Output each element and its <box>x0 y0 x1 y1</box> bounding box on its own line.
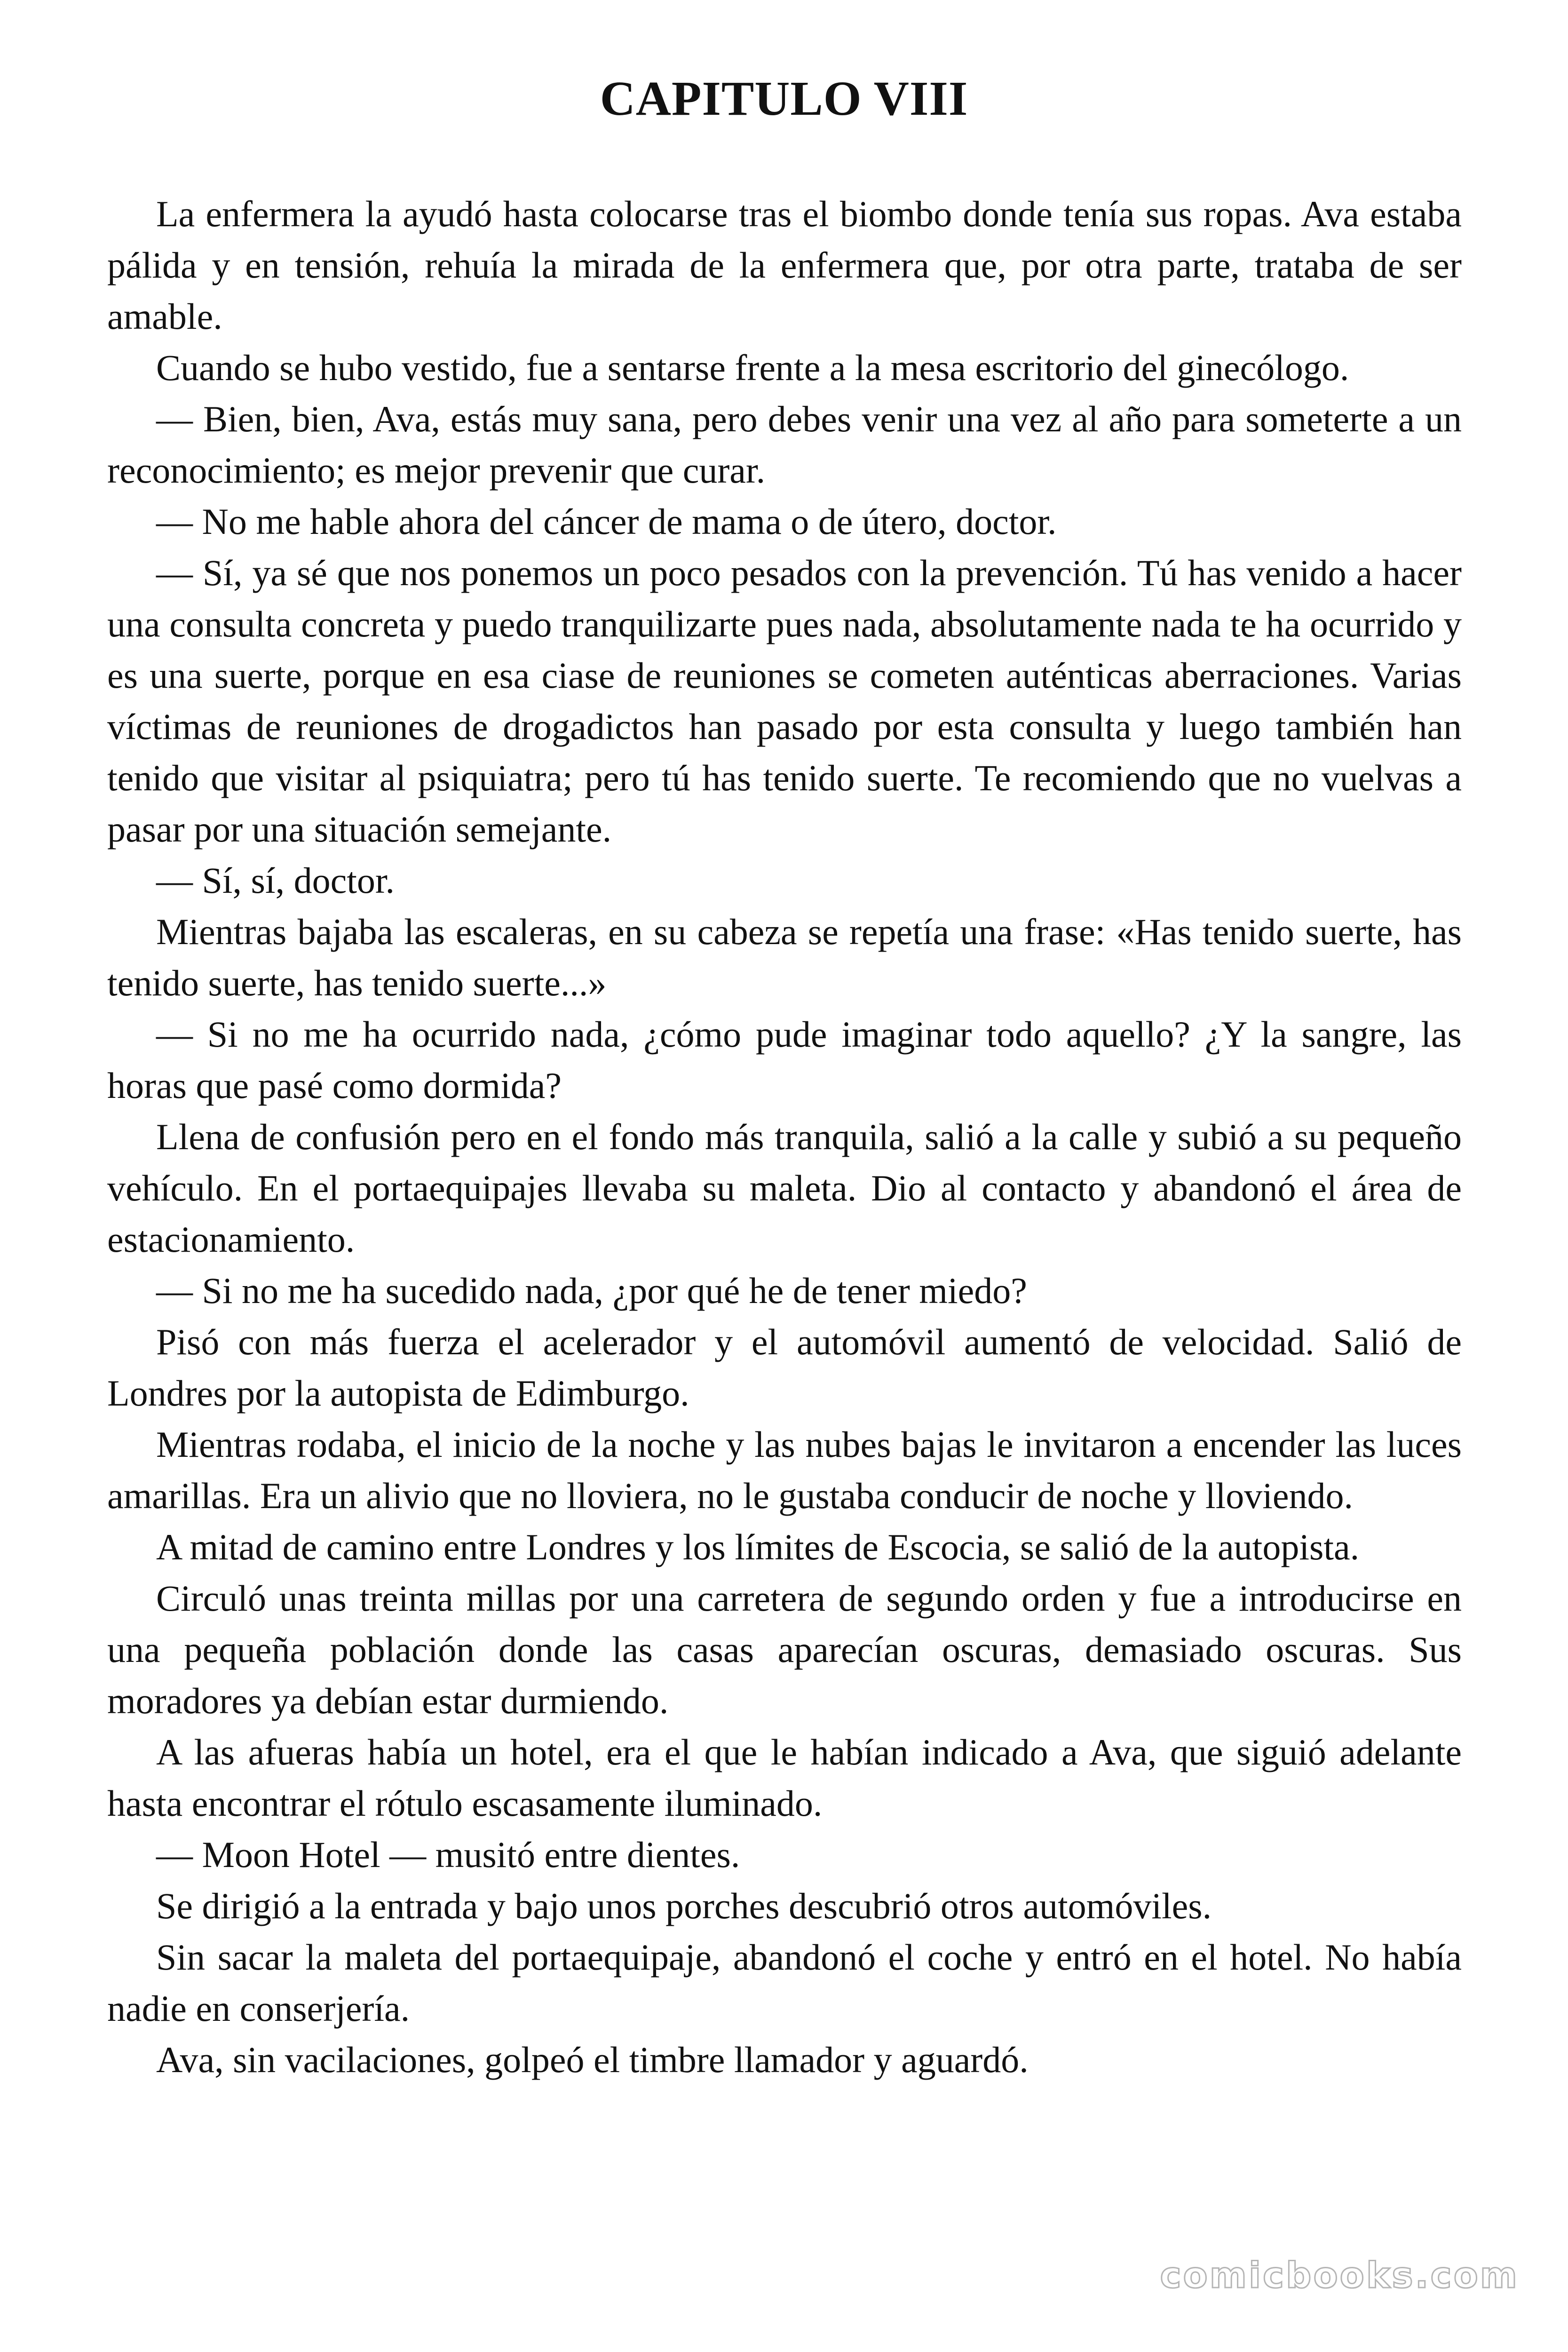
paragraph: A mitad de camino entre Londres y los límites de Escocia, se salió de la autopista. <box>156 1526 1360 1567</box>
chapter-body <box>107 188 1462 2085</box>
paragraph: Mientras bajaba las escaleras, en su cabeza se repetía una frase: «Has tenido suerte, has tenido suerte, has tenido suerte...» <box>107 911 1462 1003</box>
paragraph: Cuando se hubo vestido, fue a sentarse frente a la mesa escritorio del ginecólogo. <box>156 347 1349 388</box>
paragraph: Pisó con más fuerza el acelerador y el automóvil aumentó de velocidad. Salió de Londres por la autopista de Edimburgo. <box>107 1321 1462 1414</box>
paragraph: A las afueras había un hotel, era el que le habían indicado a Ava, que siguió adelante hasta encontrar el rótulo escasamente iluminado. <box>107 1732 1462 1824</box>
paragraph: Sin sacar la maleta del portaequipaje, abandonó el coche y entró en el hotel. No había nadie en conserjería. <box>107 1937 1462 2029</box>
paragraph: — No me hable ahora del cáncer de mama o de útero, doctor. <box>156 501 1057 542</box>
paragraph: — Sí, ya sé que nos ponemos un poco pesados con la prevención. Tú has venido a hacer una consulta concreta y puedo tranquilizarte pues nada, absolutamente nada te ha ocurrido y es una suerte, porque en esa ciase de reuniones se cometen auténticas aberraciones. Varias víctimas de reuniones de drogadictos han pasado por esta consulta y luego también han tenido que visitar al psiquiatra; pero tú has tenido suerte. Te recomiendo que no vuelvas a pasar por una situación semejante. <box>107 552 1462 850</box>
paragraph: — Si no me ha ocurrido nada, ¿cómo pude imaginar todo aquello? ¿Y la sangre, las horas que pasé como dormida? <box>107 1014 1462 1106</box>
watermark: comicbooks.com <box>1160 2254 1519 2296</box>
paragraph: — Bien, bien, Ava, estás muy sana, pero debes venir una vez al año para someterte a un reconocimiento; es mejor prevenir que curar. <box>107 398 1462 491</box>
paragraph: Ava, sin vacilaciones, golpeó el timbre llamador y aguardó. <box>156 2039 1029 2080</box>
paragraph: — Sí, sí, doctor. <box>156 860 395 901</box>
paragraph: Circuló unas treinta millas por una carretera de segundo orden y fue a introducirse en una pequeña población donde las casas aparecían oscuras, demasiado oscuras. Sus moradores ya debían estar durmiendo. <box>107 1578 1462 1721</box>
paragraph: La enfermera la ayudó hasta colocarse tras el biombo donde tenía sus ropas. Ava estaba pálida y en tensión, rehuía la mirada de la enfermera que, por otra parte, trataba de ser amable. <box>107 193 1462 337</box>
chapter-title: CAPITULO VIII <box>600 72 968 126</box>
paragraph: — Si no me ha sucedido nada, ¿por qué he de tener miedo? <box>156 1270 1027 1311</box>
paragraph: Se dirigió a la entrada y bajo unos porches descubrió otros automóviles. <box>156 1885 1212 1926</box>
paragraph: Llena de confusión pero en el fondo más tranquila, salió a la calle y subió a su pequeño vehículo. En el portaequipajes llevaba su maleta. Dio al contacto y abandonó el área de estacionamiento. <box>107 1116 1462 1260</box>
paragraph: Mientras rodaba, el inicio de la noche y las nubes bajas le invitaron a encender las luces amarillas. Era un alivio que no lloviera, no le gustaba conducir de noche y lloviendo. <box>107 1424 1462 1516</box>
paragraph: — Moon Hotel — musitó entre dientes. <box>156 1834 740 1875</box>
